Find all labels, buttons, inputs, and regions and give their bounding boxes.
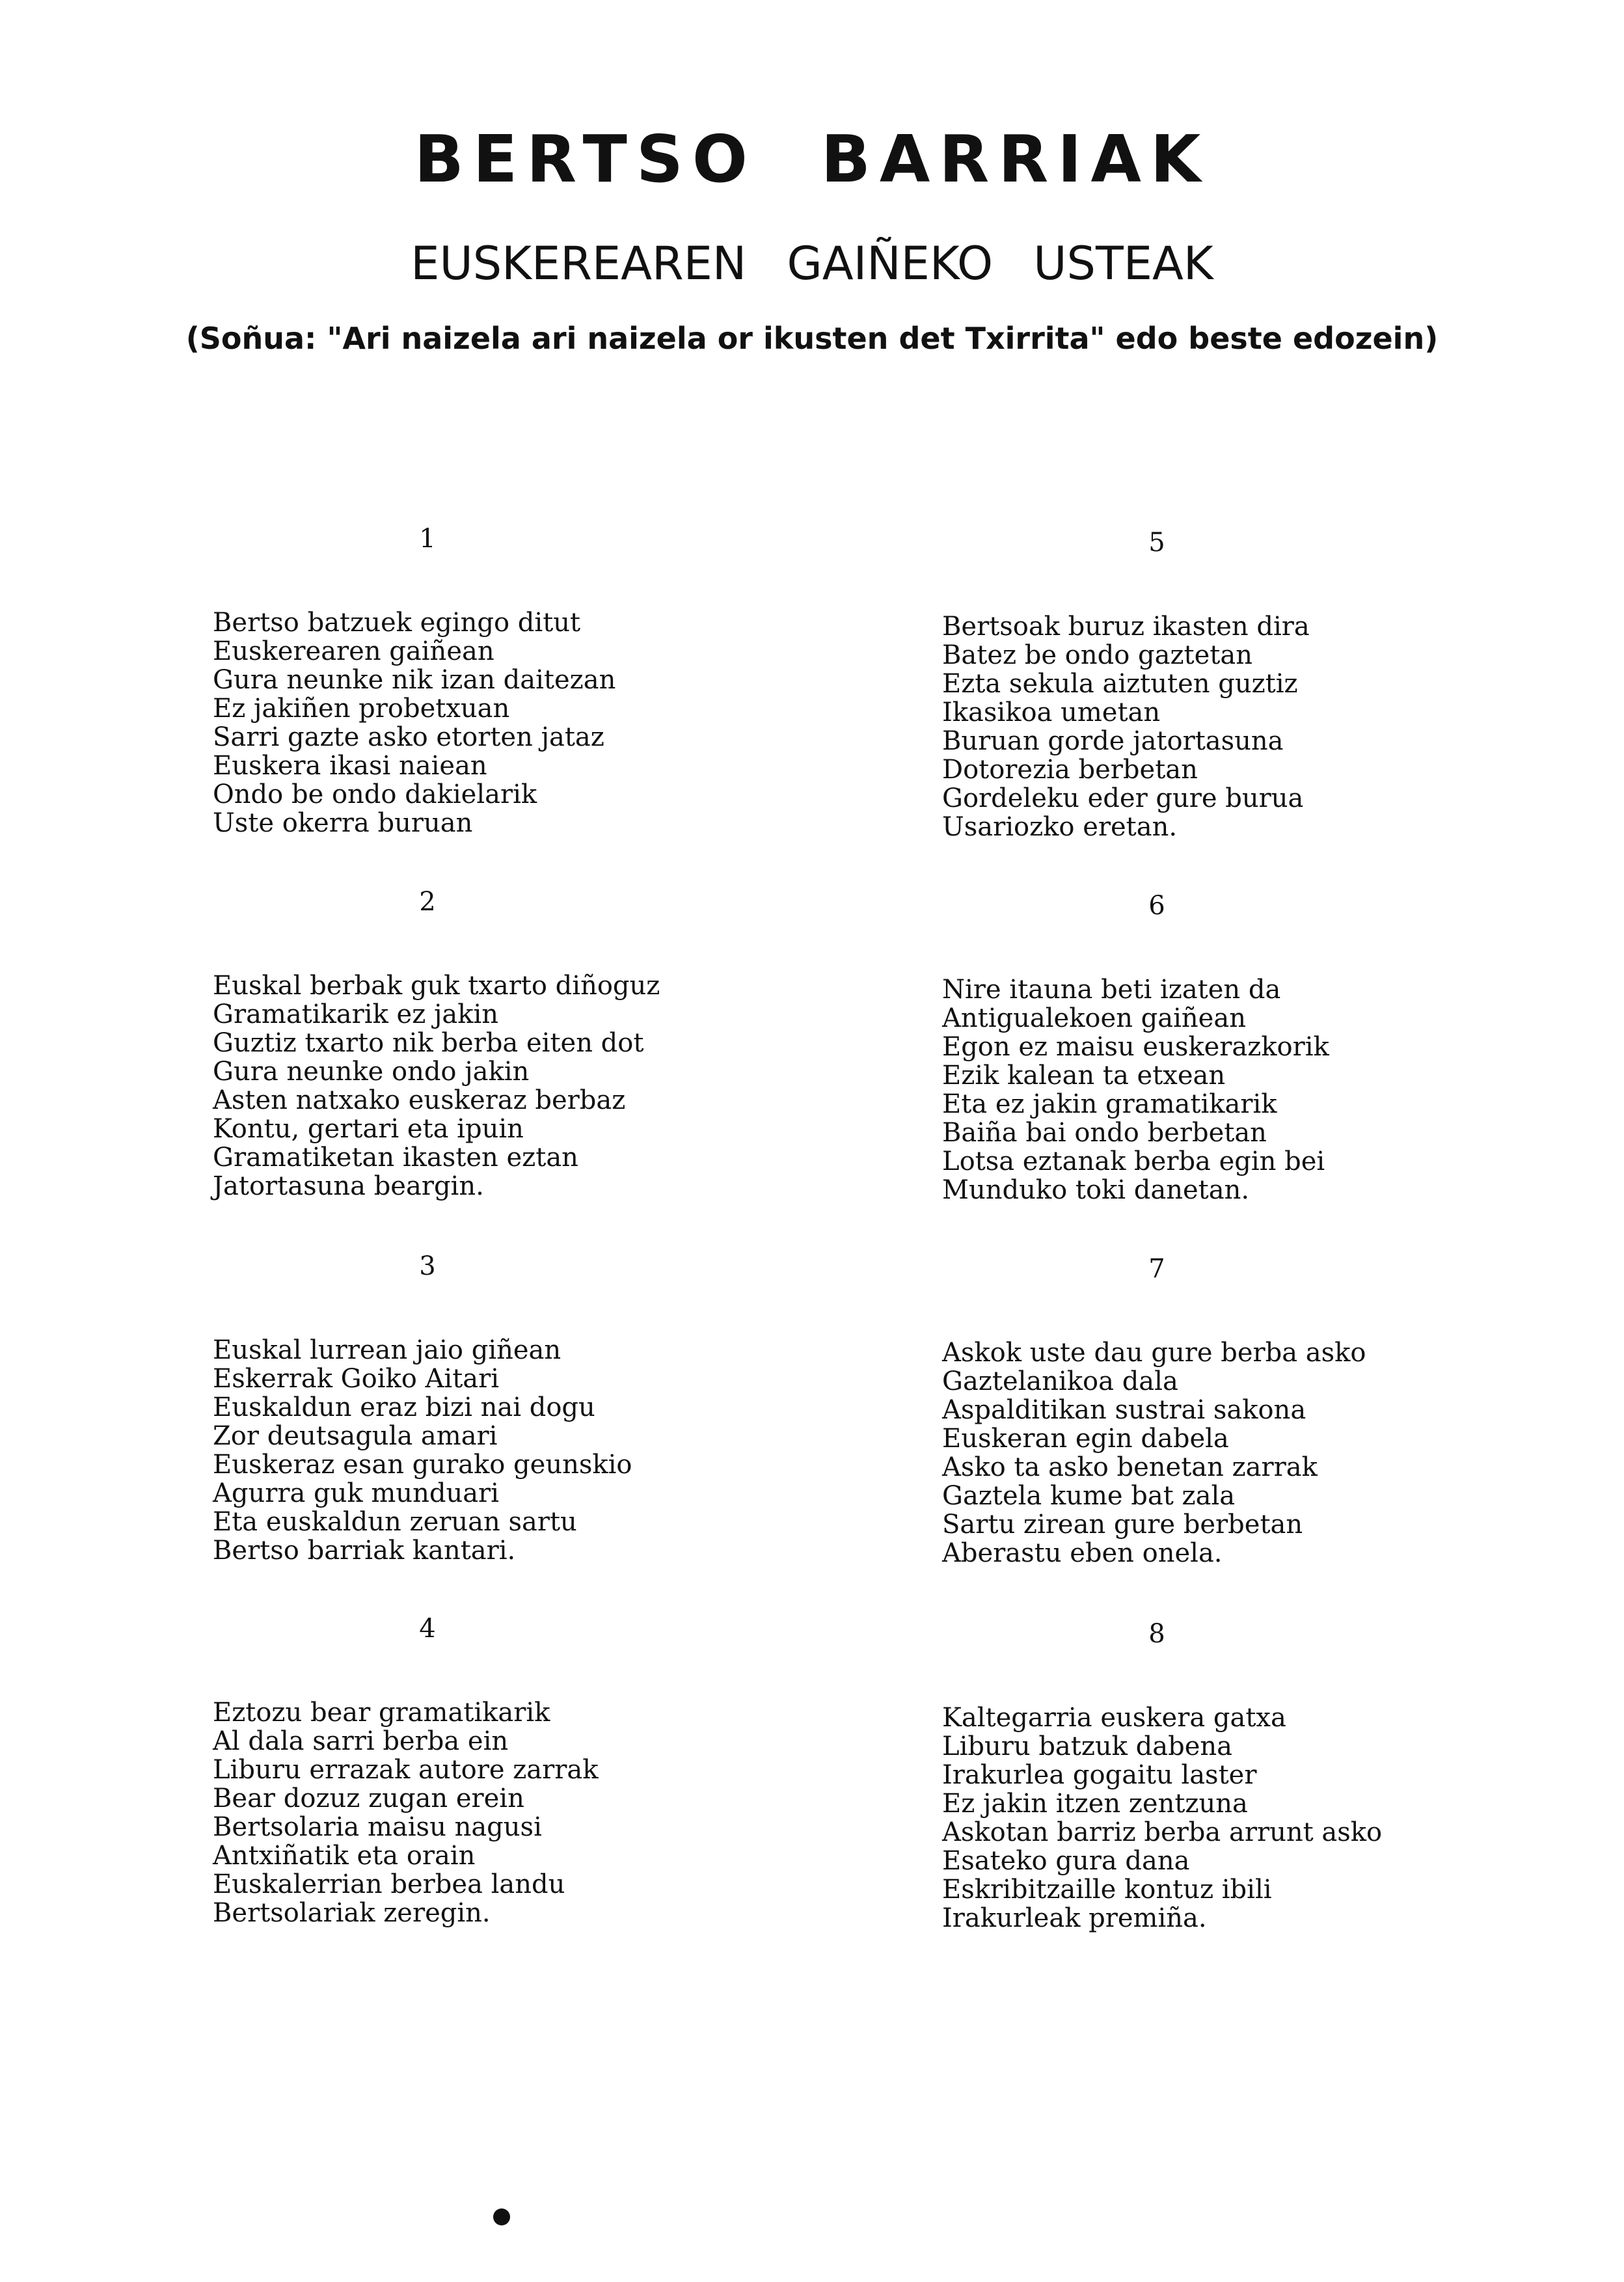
stanza-number: 7 [1148,1254,1165,1284]
verse-line: Nire itauna beti izaten da [942,975,1281,1005]
verse-line: Antxiñatik eta orain [213,1841,476,1871]
stanza-lines [213,1336,896,1565]
verse-line: Uste okerra buruan [213,808,473,838]
verse-line: Ondo be ondo dakielarik [213,780,537,809]
verse-line: Al dala sarri berba ein [213,1726,509,1756]
verse-line: Eta euskaldun zeruan sartu [213,1507,577,1537]
verse-line: Munduko toki danetan. [942,1175,1250,1205]
verse-line: Bertso barriak kantari. [213,1536,516,1566]
verse-line: Asko ta asko benetan zarrak [942,1452,1318,1482]
stanza-number: 3 [419,1251,436,1281]
verse-line: Euskaldun eraz bizi nai dogu [213,1392,595,1422]
verse-line: Eta ez jakin gramatikarik [942,1089,1277,1119]
verse-line: Ez jakiñen probetxuan [213,694,510,724]
verse-line: Usariozko eretan. [942,812,1178,842]
verse-line: Eskerrak Goiko Aitari [213,1364,500,1394]
verse-line: Antigualekoen gaiñean [942,1003,1246,1033]
verse-line: Aberastu eben onela. [942,1538,1223,1568]
verse-line: Irakurlea gogaitu laster [942,1760,1257,1790]
verse-line: Aspalditikan sustrai sakona [942,1395,1306,1425]
verse-line: Esateko gura dana [942,1846,1190,1876]
verse-line: Liburu batzuk dabena [942,1732,1232,1761]
tune-note: (Soñua: "Ari naizela ari naizela or ikusten det Txirrita" edo beste edozein) [185,321,1439,356]
verse-line: Euskerearen gaiñean [213,636,494,666]
verse-line: Lotsa eztanak berba egin bei [942,1147,1325,1176]
bullet-dot-icon [493,2208,510,2225]
verse-line: Buruan gorde jatortasuna [942,726,1284,756]
page-subtitle: EUSKEREAREN GAIÑEKO USTEAK [411,237,1213,290]
verse-line: Egon ez maisu euskerazkorik [942,1032,1329,1062]
verse-line: Gordeleku eder gure burua [942,783,1304,813]
stanza-number: 6 [1148,891,1165,921]
stanza-number: 5 [1148,528,1165,558]
stanza-lines [942,1704,1624,1933]
stanza-lines [942,975,1624,1204]
verse-line: Gramatiketan ikasten eztan [213,1143,578,1173]
verse-line: Liburu errazak autore zarrak [213,1755,599,1785]
verse-line: Asten natxako euskeraz berbaz [213,1085,626,1115]
verse-line: Kaltegarria euskera gatxa [942,1703,1286,1733]
verse-line: Askotan barriz berba arrunt asko [942,1817,1383,1847]
verse-line: Ikasikoa umetan [942,698,1161,727]
verse-line: Gramatikarik ez jakin [213,999,499,1029]
stanza-number: 2 [419,887,436,917]
verse-line: Euskera ikasi naiean [213,751,487,781]
stanza-number: 8 [1148,1619,1165,1649]
verse-line: Gaztela kume bat zala [942,1481,1236,1511]
verse-line: Baiña bai ondo berbetan [942,1118,1267,1148]
verse-line: Bertso batzuek egingo ditut [213,608,581,638]
verse-line: Jatortasuna beargin. [213,1171,484,1201]
stanza-number: 4 [419,1614,436,1644]
verse-line: Askok uste dau gure berba asko [942,1338,1366,1368]
verse-line: Agurra guk munduari [213,1478,499,1508]
verse-line: Batez be ondo gaztetan [942,640,1252,670]
verse-line: Eztozu bear gramatikarik [213,1698,550,1728]
verse-line: Gura neunke ondo jakin [213,1057,530,1087]
verse-line: Sartu zirean gure berbetan [942,1510,1303,1540]
verse-line: Bertsolariak zeregin. [213,1898,491,1928]
verse-line: Euskal lurrean jaio giñean [213,1335,562,1365]
verse-line: Irakurleak premiña. [942,1903,1207,1933]
verse-line: Bear dozuz zugan erein [213,1784,524,1813]
verse-line: Sarri gazte asko etorten jataz [213,722,604,752]
verse-line: Eskribitzaille kontuz ibili [942,1875,1272,1905]
verse-line: Ezta sekula aiztuten guztiz [942,669,1298,699]
verse-line: Dotorezia berbetan [942,755,1198,785]
verse-line: Ez jakin itzen zentzuna [942,1789,1248,1819]
stanza-lines [942,612,1624,841]
verse-line: Gaztelanikoa dala [942,1366,1178,1396]
stanza-lines [213,608,896,837]
verse-line: Bertsoak buruz ikasten dira [942,612,1310,642]
stanza-lines [942,1338,1624,1568]
verse-line: Ezik kalean ta etxean [942,1061,1226,1091]
page-title: BERTSO BARRIAK [414,121,1210,197]
verse-line: Euskeran egin dabela [942,1424,1229,1454]
verse-line: Euskalerrian berbea landu [213,1869,565,1899]
verse-line: Zor deutsagula amari [213,1421,498,1451]
verse-line: Euskeraz esan gurako geunskio [213,1450,632,1480]
stanza-number: 1 [419,524,436,554]
verse-line: Bertsolaria maisu nagusi [213,1812,542,1842]
verse-line: Kontu, gertari eta ipuin [213,1114,524,1144]
verse-line: Euskal berbak guk txarto diñoguz [213,971,660,1001]
verse-line: Guztiz txarto nik berba eiten dot [213,1028,644,1058]
verse-line: Gura neunke nik izan daitezan [213,665,616,695]
stanza-lines [213,1698,896,1927]
stanza-lines [213,971,896,1201]
